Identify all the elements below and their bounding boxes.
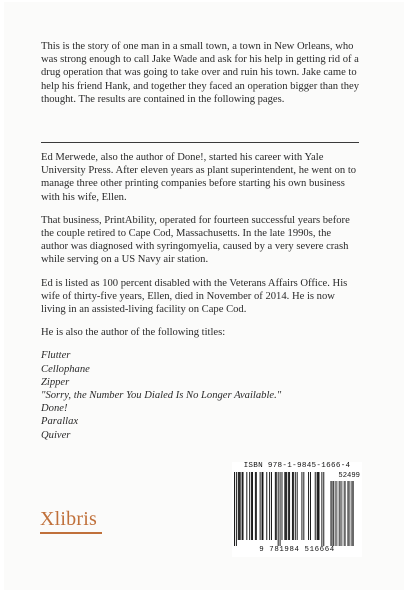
publisher-logo xyxy=(40,508,102,534)
addon-barcode-bar xyxy=(342,481,343,546)
addon-barcode-bar xyxy=(352,481,353,546)
barcode-bar xyxy=(260,472,261,540)
barcode-bar xyxy=(293,472,294,540)
barcode-bar xyxy=(295,472,296,540)
addon-barcode-bar xyxy=(345,481,346,546)
barcode-bar xyxy=(321,472,322,546)
section-divider xyxy=(41,142,359,143)
barcode-bar xyxy=(238,472,239,540)
barcode-bar xyxy=(292,472,293,540)
isbn-barcode-block xyxy=(232,462,362,557)
barcode-bar xyxy=(234,472,235,546)
addon-barcode-bar xyxy=(353,481,354,546)
barcode-bar xyxy=(276,472,277,540)
barcode-bar xyxy=(315,472,316,540)
barcode-bar xyxy=(255,472,256,540)
isbn-label: ISBN 978-1-9845-1666-4 xyxy=(243,462,351,470)
barcode-bar xyxy=(288,472,289,540)
addon-barcode-bar xyxy=(333,481,334,546)
addon-barcode-bar xyxy=(351,481,352,546)
addon-barcode-bar xyxy=(348,481,349,546)
addon-barcode-bar xyxy=(334,481,335,546)
barcode-bar xyxy=(249,472,250,540)
addon-barcode-bar xyxy=(353,481,354,546)
title-item: Cellophane xyxy=(41,363,90,375)
title-item: "Sorry, the Number You Dialed Is No Longer Available." xyxy=(41,390,282,402)
barcode-icon xyxy=(232,472,362,546)
title-item: Parallax xyxy=(41,416,79,428)
barcode-bar xyxy=(262,472,263,540)
ean-digits: 9 781984 516664 xyxy=(259,546,335,554)
bio-paragraph-personal: Ed is listed as 100 percent disabled with the Veterans Affairs Office. His wife of thirty-five years, Ellen, died in November of 2014. He is now living in an assisted-living facility on Cape Cod. xyxy=(41,277,348,316)
barcode-bar xyxy=(240,472,241,540)
barcode-bar xyxy=(239,472,240,540)
title-item: Quiver xyxy=(41,429,71,441)
barcode-bar xyxy=(243,472,244,540)
barcode-bar xyxy=(319,472,320,540)
addon-barcode-bar xyxy=(333,481,334,546)
addon-barcode-bar xyxy=(341,481,342,546)
barcode-bar xyxy=(318,472,319,540)
barcode-bar xyxy=(323,472,324,546)
barcode-bar xyxy=(251,472,252,540)
bio-paragraph-business: That business, PrintAbility, operated for fourteen successful years before the couple retired to Cape Cod, Massachusetts. In the late 1990s, the author was diagnosed with syringomyelia, caused by a very severe crash while serving on a US Navy air station. xyxy=(41,214,350,266)
addon-barcode-bar xyxy=(344,481,345,546)
barcode-bar xyxy=(280,472,281,546)
addon-barcode-bar xyxy=(339,481,340,546)
addon-barcode-bar xyxy=(331,481,332,546)
barcode-bar xyxy=(285,472,286,540)
barcode-bar xyxy=(282,472,283,540)
barcode-bar xyxy=(308,472,309,540)
barcode-bar xyxy=(301,472,302,540)
barcode-bar xyxy=(297,472,298,540)
addon-barcode-bar xyxy=(349,481,350,546)
synopsis-paragraph: This is the story of one man in a small town, a town in New Orleans, who was strong enough to call Jake Wade and ask for his help in getting rid of a drug operation that was going to take over and ruin his town. Jake came to help his friend Hank, and together they faced an operation bigger than they thought. The results are contained in the following pages. xyxy=(41,41,359,105)
barcode-bar xyxy=(256,472,257,540)
addon-barcode-bar xyxy=(332,481,333,546)
bio-paragraph-titles-intro: He is also the author of the following titles: xyxy=(41,327,226,339)
bio-paragraph-career: Ed Merwede, also the author of Done!, started his career with Yale University Press. After eleven years as plant superintendent, he went on to manage three other printing companies before starting his own business with his wife, Ellen. xyxy=(41,152,357,203)
addon-barcode-bar xyxy=(336,481,337,546)
barcode-bar xyxy=(289,472,290,540)
title-item: Done! xyxy=(41,403,68,415)
barcode-bar xyxy=(252,472,253,540)
addon-barcode-bar xyxy=(347,481,348,546)
addon-barcode-bar xyxy=(338,481,339,546)
barcode-bar xyxy=(303,472,304,540)
barcode-bar xyxy=(271,472,272,540)
barcode-bar xyxy=(266,472,267,540)
price-code: 52499 xyxy=(338,472,360,480)
addon-barcode-bar xyxy=(335,481,336,546)
author-bio xyxy=(41,151,359,442)
addon-barcode-bar xyxy=(350,481,351,546)
other-titles-list xyxy=(41,349,359,441)
addon-barcode-bar xyxy=(340,481,341,546)
title-item: Flutter xyxy=(41,350,71,362)
barcode-bar xyxy=(269,472,270,540)
publisher-logo-underline xyxy=(40,532,102,534)
barcode-bar xyxy=(286,472,287,540)
barcode-bar xyxy=(246,472,247,540)
addon-barcode-bar xyxy=(330,481,331,546)
barcode-bar xyxy=(275,472,276,540)
barcode-bar xyxy=(236,472,237,546)
barcode-bar xyxy=(317,472,318,540)
barcode-bar xyxy=(263,472,264,540)
barcode-bar xyxy=(242,472,243,540)
title-item: Zipper xyxy=(41,376,70,388)
barcode-bar xyxy=(310,472,311,540)
barcode-bar xyxy=(278,472,279,546)
barcode-bar xyxy=(284,472,285,540)
addon-barcode-bar xyxy=(344,481,345,546)
publisher-logo-text: Xlibris xyxy=(40,508,97,530)
